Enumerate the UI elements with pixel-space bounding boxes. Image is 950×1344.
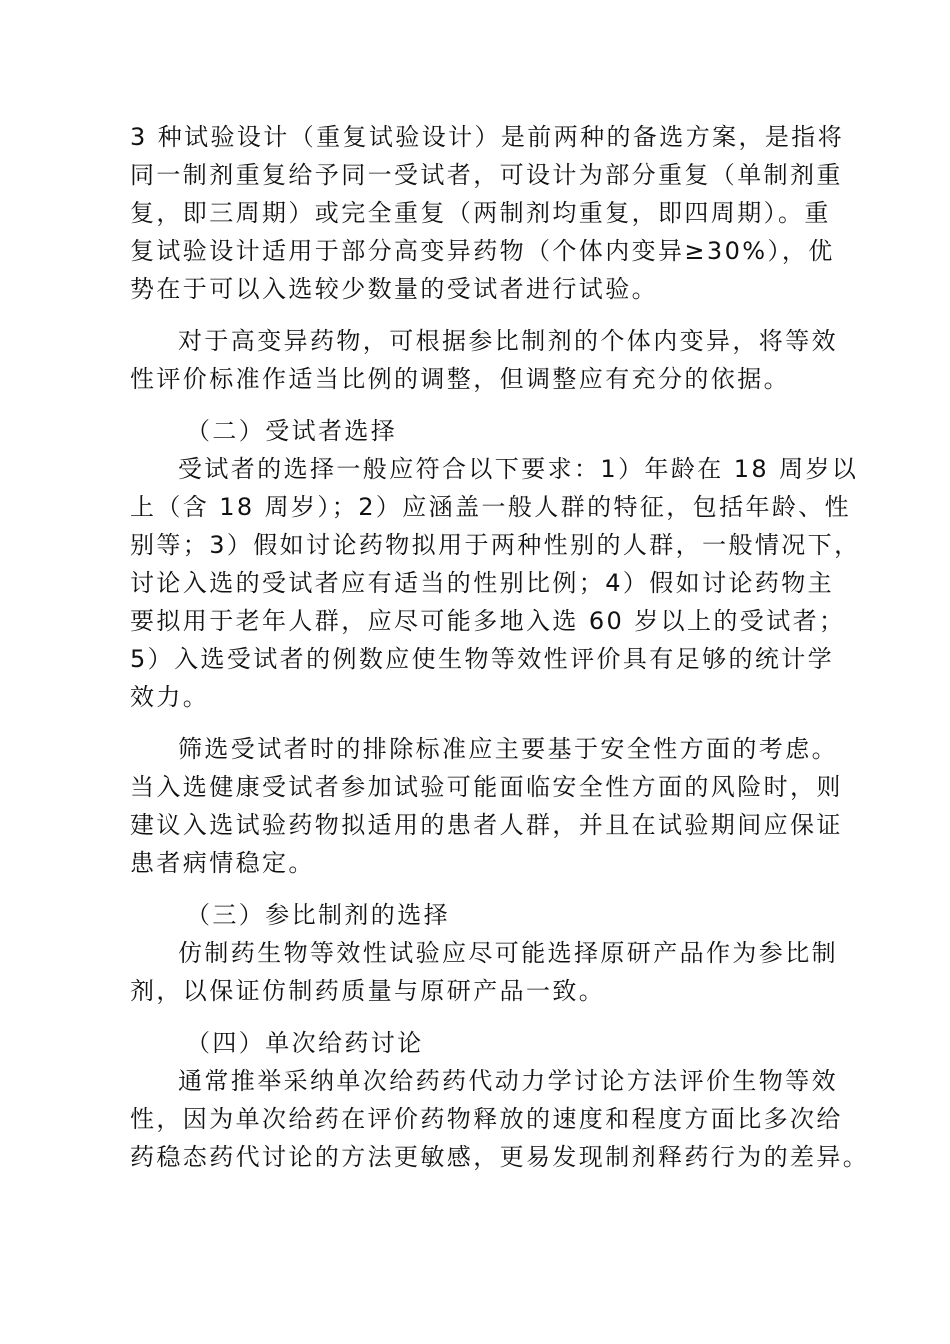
section-heading-single-dose: （四）单次给药讨论 <box>186 1029 424 1057</box>
paragraph-repeat-design <box>130 118 845 308</box>
text-line: 5）入选受试者的例数应使生物等效性评价具有足够的统计学 <box>130 645 835 673</box>
text-line: 药稳态药代讨论的方法更敏感，更易发现制剂释药行为的差异。 <box>130 1143 870 1171</box>
paragraph-reference-product <box>130 934 838 1010</box>
paragraph-exclusion-criteria <box>130 730 843 882</box>
text-line: 效力。 <box>130 683 210 711</box>
text-line: 对于高变异药物，可根据参比制剂的个体内变异，将等效 <box>178 327 838 355</box>
text-line: 复试验设计适用于部分高变异药物（个体内变异≥30%），优 <box>130 237 835 265</box>
paragraph-gap <box>130 1010 830 1024</box>
section-heading-reference-product: （三）参比制剂的选择 <box>186 901 450 929</box>
text-line: 性评价标准作适当比例的调整，但调整应有充分的依据。 <box>130 365 790 393</box>
text-line: 剂，以保证仿制药质量与原研产品一致。 <box>130 977 606 1005</box>
text-line: 同一制剂重复给予同一受试者，可设计为部分重复（单制剂重 <box>130 161 843 189</box>
text-line: 别等；3）假如讨论药物拟用于两种性别的人群，一般情况下， <box>130 531 861 559</box>
paragraph-single-dose <box>130 1062 870 1176</box>
text-line: 要拟用于老年人群，应尽可能多地入选 60 岁以上的受试者； <box>130 607 846 635</box>
paragraph-gap <box>130 882 830 896</box>
text-line: 仿制药生物等效性试验应尽可能选择原研产品作为参比制 <box>178 939 838 967</box>
paragraph-high-variability <box>130 322 838 398</box>
text-line: 当入选健康受试者参加试验可能面临安全性方面的风险时，则 <box>130 773 843 801</box>
text-line: 建议入选试验药物拟适用的患者人群，并且在试验期间应保证 <box>130 811 843 839</box>
text-line: 受试者的选择一般应符合以下要求：1）年龄在 18 周岁以 <box>178 455 859 483</box>
text-line: 势在于可以入选较少数量的受试者进行试验。 <box>130 275 658 303</box>
section-heading-subject-selection: （二）受试者选择 <box>186 417 398 445</box>
document-body <box>130 118 870 1176</box>
text-line: 3 种试验设计（重复试验设计）是前两种的备选方案，是指将 <box>130 123 845 151</box>
paragraph-gap <box>130 398 830 412</box>
paragraph-gap <box>130 308 830 322</box>
text-line: 讨论入选的受试者应有适当的性别比例；4）假如讨论药物主 <box>130 569 835 597</box>
text-line: 患者病情稳定。 <box>130 849 315 877</box>
text-line: 性，因为单次给药在评价药物释放的速度和程度方面比多次给 <box>130 1105 843 1133</box>
text-line: 上（含 18 周岁）；2）应涵盖一般人群的特征，包括年龄、性 <box>130 493 852 521</box>
paragraph-gap <box>130 716 830 730</box>
paragraph-subject-requirements <box>130 450 861 716</box>
text-line: 筛选受试者时的排除标准应主要基于安全性方面的考虑。 <box>178 735 838 763</box>
text-line: 复，即三周期）或完全重复（两制剂均重复，即四周期）。重 <box>130 199 831 227</box>
text-line: 通常推举采纳单次给药药代动力学讨论方法评价生物等效 <box>178 1067 838 1095</box>
